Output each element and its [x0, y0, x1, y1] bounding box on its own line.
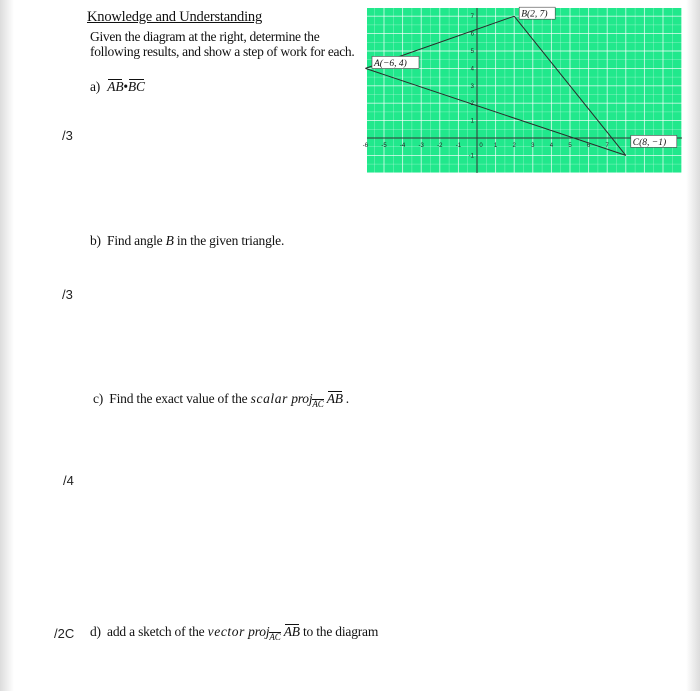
question-b-label: b) — [90, 233, 101, 248]
y-tick-label: -1 — [468, 153, 474, 160]
subscript-ac: AC — [312, 399, 324, 409]
section-heading: Knowledge and Understanding — [87, 9, 263, 25]
x-tick-label: -4 — [399, 143, 406, 149]
vector-word: vector — [207, 624, 245, 639]
dot-operator: • — [123, 79, 128, 94]
x-tick-label: -3 — [418, 143, 424, 149]
angle-variable: B — [165, 233, 174, 248]
x-tick-label: 4 — [549, 143, 554, 149]
question-c-text: Find the exact value of the — [109, 391, 251, 406]
x-tick-label: 3 — [531, 143, 535, 149]
point-b-label: B(2, 7) — [521, 9, 548, 20]
x-tick-label: -1 — [455, 143, 462, 149]
y-tick-label: 3 — [470, 83, 474, 90]
proj-word: proj — [291, 391, 313, 406]
x-tick-label: -6 — [362, 143, 369, 149]
vector-bc: BC — [127, 79, 145, 94]
proj-word-d: proj — [248, 624, 270, 639]
question-b — [90, 233, 284, 249]
x-tick-label: 0 — [479, 143, 483, 149]
y-tick-label: 1 — [470, 118, 474, 125]
question-d-text-2: to the diagram — [299, 624, 379, 639]
question-a-label: a) — [90, 79, 101, 94]
x-tick-label: -5 — [381, 143, 387, 149]
x-tick-label: 7 — [605, 143, 609, 149]
instructions — [90, 30, 354, 59]
question-c — [93, 391, 349, 409]
x-tick-label: 6 — [586, 143, 591, 149]
point-c-label: C(8, −1) — [632, 137, 667, 148]
marks-b: /3 — [62, 287, 73, 302]
y-tick-label: 5 — [470, 49, 474, 55]
coordinate-graph — [362, 8, 682, 173]
scalar-word: scalar — [250, 391, 288, 406]
x-tick-label: 2 — [512, 143, 516, 149]
y-tick-label: 4 — [470, 66, 474, 73]
question-d — [90, 624, 378, 642]
marks-c: /4 — [63, 473, 74, 488]
instructions-line-1: Given the diagram at the right, determine the — [90, 29, 320, 44]
vector-ab-d: AB — [283, 624, 300, 639]
instructions-line-2: following results, and show a step of work for each. — [90, 43, 355, 59]
period: . — [345, 391, 349, 406]
marks-d: /2C — [54, 626, 75, 641]
x-tick-label: 5 — [568, 143, 572, 149]
question-d-label: d) — [90, 624, 101, 639]
graph-background — [367, 8, 682, 173]
question-b-text-2: in the given triangle. — [173, 233, 285, 248]
vector-ab: AB — [107, 79, 124, 94]
x-tick-label: -2 — [437, 143, 443, 149]
x-tick-label: 1 — [493, 143, 498, 149]
question-c-label: c) — [93, 391, 104, 406]
question-b-text-1: Find angle — [107, 233, 166, 248]
point-a-label: A(−6, 4) — [374, 58, 407, 69]
vector-ab-c: AB — [326, 391, 343, 406]
y-tick-label: 6 — [470, 31, 474, 38]
question-d-text-1: add a sketch of the — [107, 624, 208, 639]
marks-a: /3 — [62, 128, 73, 143]
subscript-ac-d: AC — [269, 632, 281, 642]
question-a — [90, 79, 145, 95]
y-tick-label: 7 — [470, 14, 474, 21]
